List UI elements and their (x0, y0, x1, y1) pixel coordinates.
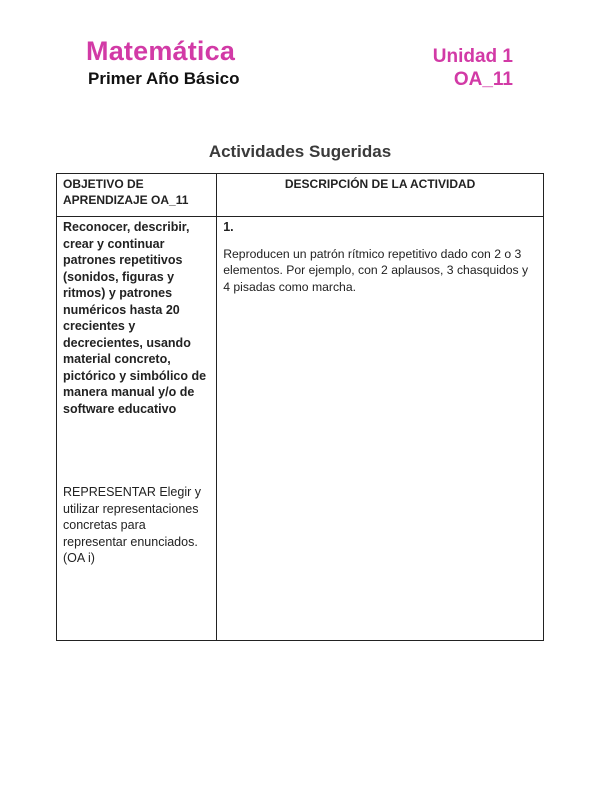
section-title: Actividades Sugeridas (208, 142, 392, 161)
activity-number: 1. (223, 220, 234, 234)
objective-text: Reconocer, describir, crear y continuar patrones repetitivos (sonidos, figuras y ritmos) y patrones numéricos hasta 20 crecientes y decrecientes, usando material concreto, pictórico y simbólico de manera manual y/o de software educativo (63, 220, 207, 416)
activity-table (56, 173, 544, 641)
description-cell (217, 217, 544, 641)
table-row (57, 217, 544, 641)
skill-text: REPRESENTAR Elegir y utilizar representaciones concretas para representar enunciados. (OA i) (63, 485, 201, 565)
objective-code-label: OA_11 (453, 69, 513, 90)
grade-title: Primer Año Básico (88, 69, 240, 88)
activity-text: Reproducen un patrón rítmico repetitivo dado con 2 o 3 elementos. Por ejemplo, con 2 aplausos, 3 chasquidos y 4 pisadas como marcha. (223, 246, 529, 294)
subject-title: Matemática (86, 36, 236, 66)
description-column-header: DESCRIPCIÓN DE LA ACTIVIDAD (217, 174, 544, 217)
objective-cell (57, 217, 217, 641)
page-header (0, 0, 600, 100)
unit-label: Unidad 1 (432, 46, 513, 67)
objective-column-header: OBJETIVO DE APRENDIZAJE OA_11 (57, 174, 217, 217)
table-header-row (57, 174, 544, 217)
